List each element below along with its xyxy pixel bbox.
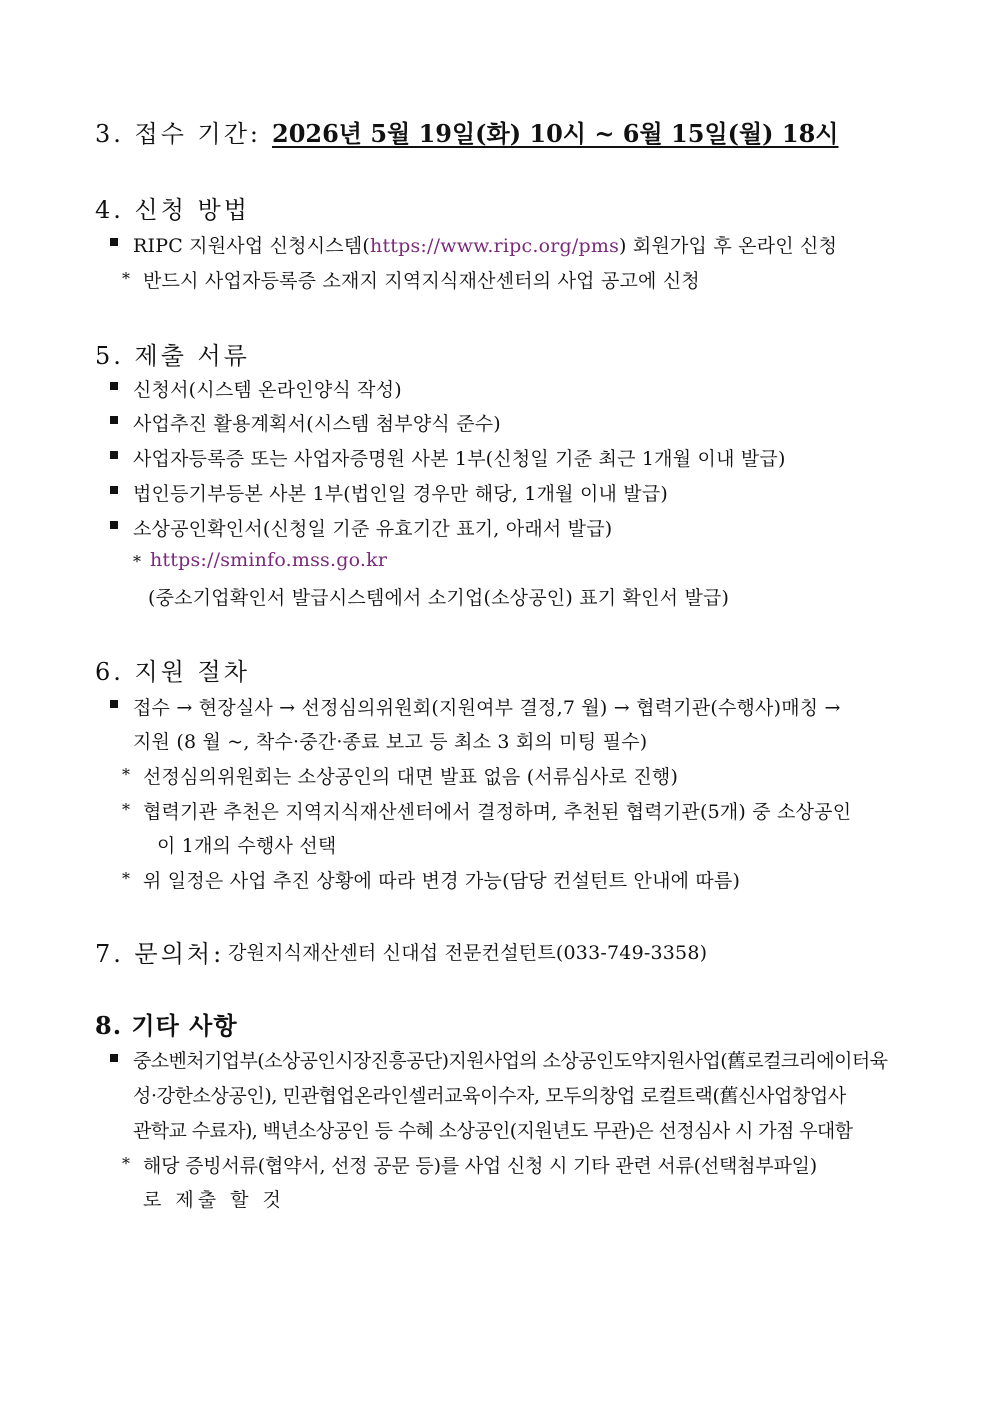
s8-bullet-1-line-1: 중소벤처기업부(소상공인시장진흥공단)지원사업의 소상공인도약지원사업(舊로컬크리에이터육 [133,1050,888,1072]
asterisk-icon: * [122,765,130,784]
s8-note-line-1: 해당 증빙서류(협약서, 선정 공문 등)를 사업 신청 시 기타 관련 서류(선택첨부파일) [143,1155,818,1177]
section-3-heading [95,114,261,149]
bullet-square [110,238,118,246]
section-7-heading: 7. 문의처: [95,940,225,968]
s8-bullet-1-line-2: 성·강한소상공인), 민관협업온라인셀러교육이수자, 모두의창업 로컬트랙(舊신사업창업사 [133,1085,846,1107]
s6-note-1: 선정심의위원회는 소상공인의 대면 발표 없음 (서류심사로 진행) [143,766,679,788]
s5-item-5: 소상공인확인서(신청일 기준 유효기간 표기, 아래서 발급) [133,518,613,540]
s5-item-3: 사업자등록증 또는 사업자증명원 사본 1부(신청일 기준 최근 1개월 이내 발급) [133,448,786,470]
s8-bullet-1-line-3: 관학교 수료자), 백년소상공인 등 수혜 소상공인(지원년도 무관)은 선정심사 시 가점 우대함 [133,1120,853,1142]
bullet-square [110,521,118,529]
bullet-square [110,451,118,459]
s8-note-line-2: 로 제출 할 것 [143,1189,285,1211]
section-4-heading: 4. 신청 방법 [95,196,250,224]
s5-item-2: 사업추진 활용계획서(시스템 첨부양식 준수) [133,413,501,435]
s5-item-4: 법인등기부등본 사본 1부(법인일 경우만 해당, 1개월 이내 발급) [133,483,669,505]
asterisk-icon: * [122,269,130,288]
s5-link-description: (중소기업확인서 발급시스템에서 소기업(소상공인) 표기 확인서 발급) [148,587,730,609]
bullet-square [110,382,118,390]
s4-bullet-1-prefix: RIPC 지원사업 신청시스템( [133,235,371,257]
s4-note: 반드시 사업자등록증 소재지 지역지식재산센터의 사업 공고에 신청 [143,270,700,292]
section-8-heading: 8. 기타 사항 [95,1011,238,1040]
bullet-square [110,700,118,708]
s4-bullet-1 [133,231,837,258]
asterisk-icon: * [122,1154,130,1173]
application-period-text: 2026년 5월 19일(화) 10시 ~ 6월 15일(월) 18시 [272,119,839,148]
s5-item-1: 신청서(시스템 온라인양식 작성) [133,379,402,401]
application-period [272,114,838,149]
asterisk-icon: * [133,552,141,571]
section-6-heading: 6. 지원 절차 [95,658,250,686]
s6-note-2-line-2: 이 1개의 수행사 선택 [157,835,337,857]
s6-bullet-1-line-2: 지원 (8 월 ~, 착수·중간·종료 보고 등 최소 3 회의 미팅 필수) [133,731,648,753]
section-3-title: 3. 접수 기간: [95,120,261,148]
section-5-heading: 5. 제출 서류 [95,342,250,370]
bullet-square [110,1054,118,1062]
bullet-square [110,416,118,424]
contact-info: 강원지식재산센터 신대섭 전문컨설턴트(033-749-3358) [228,942,708,964]
asterisk-icon: * [122,869,130,888]
s6-note-3: 위 일정은 사업 추진 상황에 따라 변경 가능(담당 컨설턴트 안내에 따름) [143,870,741,892]
s4-bullet-1-suffix: ) 회원가입 후 온라인 신청 [619,235,838,257]
s6-note-2-line-1: 협력기관 추천은 지역지식재산센터에서 결정하며, 추천된 협력기관(5개) 중 소상공인 [143,801,852,823]
sminfo-link[interactable]: https://sminfo.mss.go.kr [150,549,388,571]
asterisk-icon: * [122,800,130,819]
ripc-pms-link[interactable]: https://www.ripc.org/pms [370,235,620,257]
bullet-square [110,486,118,494]
s6-bullet-1-line-1: 접수 → 현장실사 → 선정심의위원회(지원여부 결정,7 월) → 협력기관(수행사)매칭 → [133,697,841,719]
